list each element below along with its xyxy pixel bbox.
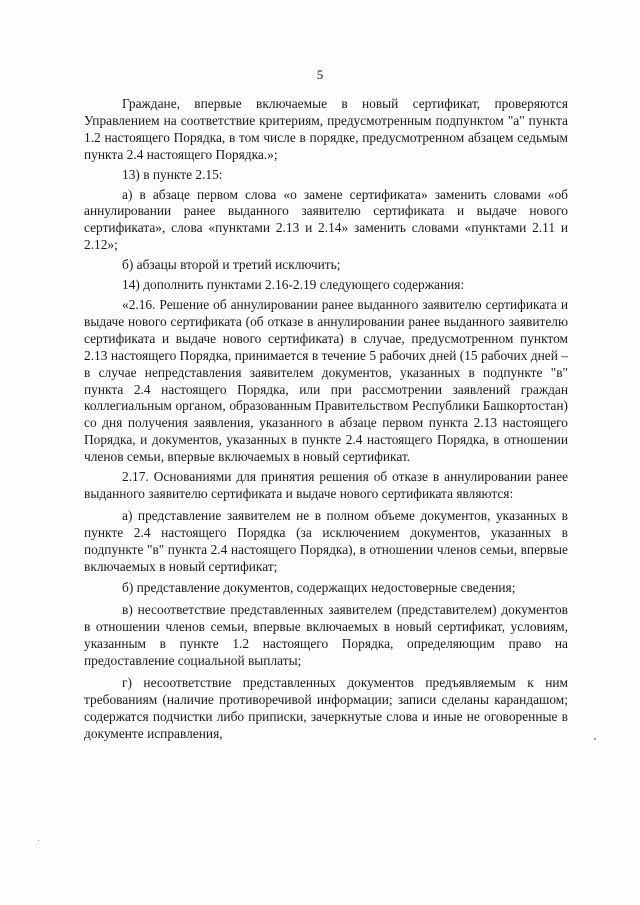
paragraph: 14) дополнить пунктами 2.16-2.19 следующего содержания: — [122, 277, 465, 293]
scan-speck — [594, 738, 596, 740]
paragraph: 13) в пункте 2.15: — [122, 166, 223, 182]
paragraph: а) представление заявителем не в полном объеме документов, указанных в пункте 2.4 настоящего Порядка (за исключением документов, указанных в подпункте "в" пункта 2.4 настоящего Порядка), в отношении членов семьи, впервые включаемых в новый сертификат; — [84, 507, 568, 574]
page-number: 5 — [316, 67, 324, 82]
scan-speck — [38, 840, 39, 841]
paragraph: а) в абзаце первом слова «о замене сертификата» заменить словами «об аннулировании ранее выданного заявителю сертификата и выдаче нового сертификата», слова «пунктами 2.13 и 2.14» заменить словами «пунктами 2.11 и 2.12»; — [84, 186, 568, 253]
paragraph: б) представление документов, содержащих недостоверные сведения; — [122, 580, 516, 596]
paragraph: г) несоответствие представленных документов предъявляемым к ним требованиям (наличие противоречивой информации; записи сделаны карандашом; содержатся подчистки либо приписки, зачеркнутые слова и иные не оговоренные в документе исправления, — [84, 675, 568, 741]
paragraph: б) абзацы второй и третий исключить; — [122, 257, 341, 273]
paragraph: «2.16. Решение об аннулировании ранее выданного заявителю сертификата и выдаче нового сертификата (об отказе в аннулировании ранее выданного заявителю сертификата и выдаче нового сертификата) в случае, предусмотренном пунктом 2.13 настоящего Порядка, принимается в течение 5 рабочих дней (15 рабочих дней – в случае непредставления заявителем документов, указанных в подпункте "в" пункта 2.4 настоящего Порядка, или при рассмотрении заявлений граждан коллегиальным органом, образованным Правительством Республики Башкортостан) со дня получения заявления, указанного в абзаце первом пункта 2.13 настоящего Порядка, и документов, указанных в пункте 2.4 настоящего Порядка, в отношении членов семьи, впервые включаемых в новый сертификат. — [84, 296, 568, 465]
paragraph: в) несоответствие представленных заявителем (представителем) документов в отношении членов семьи, впервые включаемых в новый сертификат, условиям, указанным в пункте 1.2 настоящего Порядка, определяющим право на предоставление социальной выплаты; — [84, 602, 568, 669]
document-body — [84, 96, 568, 743]
paragraph: Граждане, впервые включаемые в новый сертификат, проверяются Управлением на соответствие критериям, предусмотренным подпунктом "а" пункта 1.2 настоящего Порядка, в том числе в порядке, предусмотренном абзацем седьмым пункта 2.4 настоящего Порядка.»; — [84, 96, 568, 162]
paragraph: 2.17. Основаниями для принятия решения об отказе в аннулировании ранее выданного заявителю сертификата и выдаче нового сертификата являются: — [84, 469, 568, 501]
